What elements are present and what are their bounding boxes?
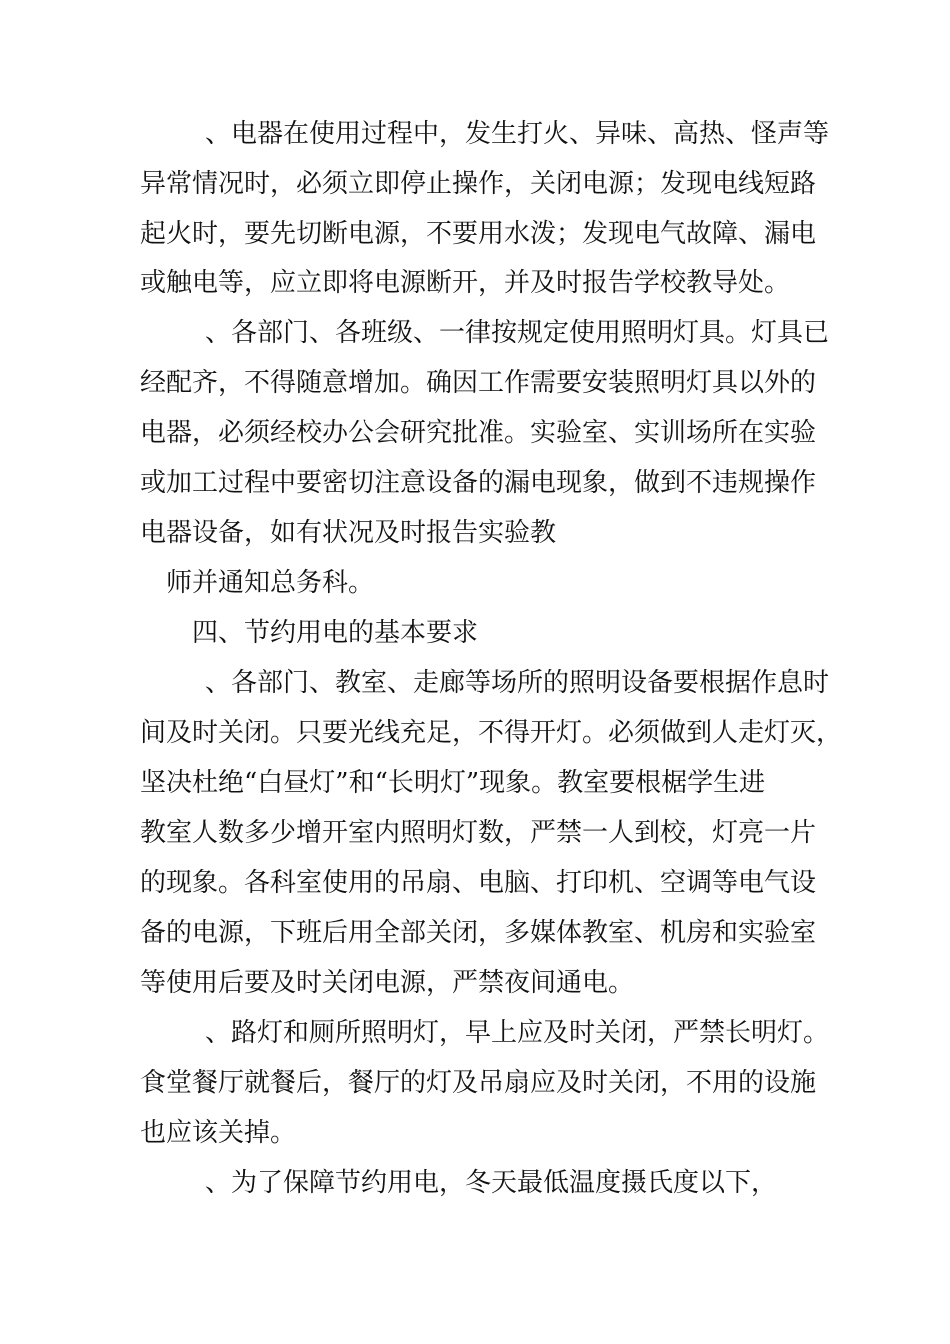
paragraph-line: 师并通知总务科。 — [166, 568, 375, 598]
paragraph-line: 也应该关掉。 — [140, 1118, 297, 1148]
paragraph-line: 、电器在使用过程中，发生打火、异味、高热、怪声等 — [205, 119, 830, 149]
paragraph-line: 备的电源，下班后用全部关闭，多媒体教室、机房和实验室 — [140, 918, 817, 948]
paragraph-line: 的现象。各科室使用的吊扇、电脑、打印机、空调等电气设 — [140, 868, 817, 898]
paragraph-line: 起火时，要先切断电源，不要用水泼；发现电气故障、漏电 — [140, 219, 817, 249]
paragraph-line: 异常情况时，必须立即停止操作，关闭电源；发现电线短路 — [140, 169, 817, 199]
paragraph-line: 、路灯和厕所照明灯，早上应及时关闭，严禁长明灯。 — [205, 1018, 830, 1048]
paragraph-line: 或加工过程中要密切注意设备的漏电现象，做到不违规操作 — [140, 468, 817, 498]
paragraph-line: 、各部门、教室、走廊等场所的照明设备要根据作息时 — [205, 668, 830, 698]
paragraph-line: 经配齐，不得随意增加。确因工作需要安装照明灯具以外的 — [140, 368, 817, 398]
paragraph-line: 电器，必须经校办公会研究批准。实验室、实训场所在实验 — [140, 418, 817, 448]
paragraph-line: 或触电等，应立即将电源断开，并及时报告学校教导处。 — [140, 268, 791, 298]
paragraph-line: 间及时关闭。只要光线充足，不得开灯。必须做到人走灯灭， — [140, 718, 843, 748]
paragraph-line: 教室人数多少增开室内照明灯数，严禁一人到校，灯亮一片 — [140, 818, 817, 848]
paragraph-line: 电器设备，如有状况及时报告实验教 — [140, 518, 557, 548]
paragraph-line: 坚决杜绝“白昼灯”和“长明灯”现象。教室要根椐学生进 — [140, 768, 766, 798]
paragraph-line: 等使用后要及时关闭电源，严禁夜间通电。 — [140, 968, 635, 998]
section-heading: 四、节约用电的基本要求 — [192, 618, 479, 648]
paragraph-line: 食堂餐厅就餐后，餐厅的灯及吊扇应及时关闭，不用的设施 — [140, 1068, 817, 1098]
paragraph-line: 、各部门、各班级、一律按规定使用照明灯具。灯具已 — [205, 318, 830, 348]
paragraph-line: 、为了保障节约用电，冬天最低温度摄氏度以下， — [205, 1168, 778, 1198]
